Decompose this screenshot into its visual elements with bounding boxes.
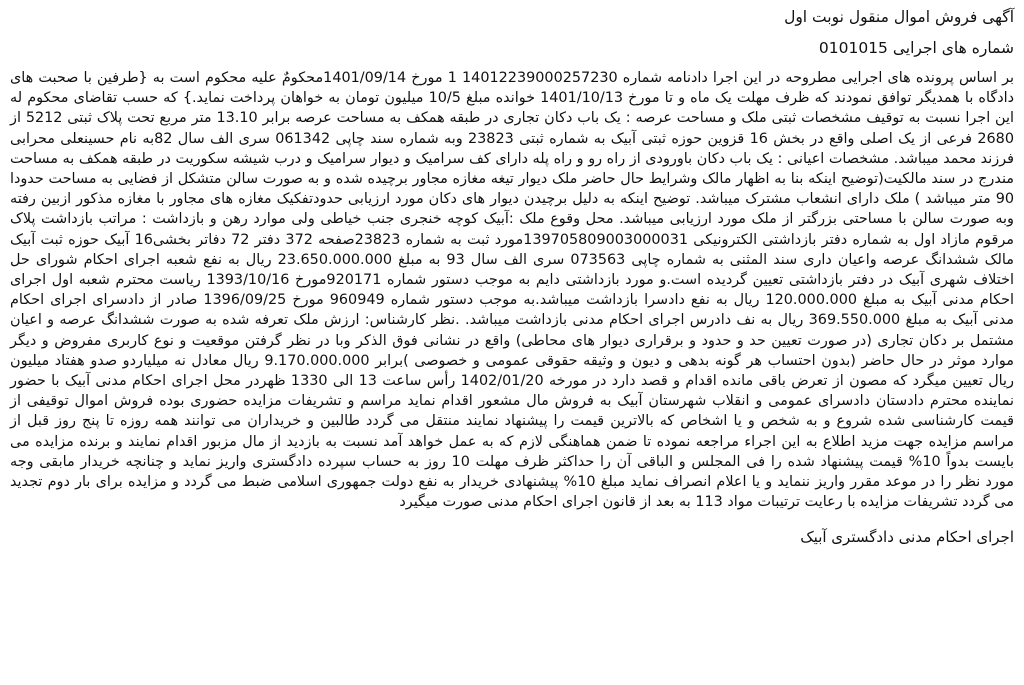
notice-title: آگهی فروش اموال منقول نوبت اول — [784, 8, 1014, 26]
execution-reference-number: شماره های اجرایی 0101015 — [818, 39, 1014, 57]
issuing-authority: اجرای احکام مدنی دادگستری آبیک — [800, 528, 1014, 547]
notice-body-text: بر اساس پرونده های اجرایی مطروحه در این اجرا دادنامه شماره 14012239000257230 1 مورخ 1401/09/14محکومٌ علیه محکوم است به {طرفین با صحبت های دادگاه با همدیگر توافق نمودند که ظرف مهلت یک ماه و تا مورخ 1401/10/13 خوانده مبلغ 10/5 میلیون تومان به خواهان پرداخت نماید.} که حسب تقاضای محکوم له این اجرا نسبت به توقیف مشخصات ثبتی ملک و مساحت عرصه : یک باب دکان تجاری در طبقه همکف به مساحت عرصه برابر 13.10 متر مربع تحت پلاک ثبتی 5212 از 2680 فرعی از یک اصلی واقع در بخش 16 قزوین حوزه ثبتی آبیک به شماره ثبتی 23823 وبه شماره سند چاپی 061342 سری الف سال 82به نام حسینعلی محرابی فرزند محمد میباشد. مشخصات اعیانی : یک باب دکان باورودی از راه رو و راه پله دارای کف سرامیک و دیوار سرامیک و درب شیشه سکوریت در طبقه همکف به مساحت مندرج در سند مالکیت(توضیح اینکه بنا به اظهار مالک وشرایط حال حاضر ملک دیوار تیغه مغازه مجاور برچیده شده و به صورت سالن متشکل از فضایی به مساحت حدودا 90 متر میباشد ) ملک دارای انشعاب مشترک میباشد. توضیح اینکه به دلیل برچیدن دیوار های دکان مورد ارزیابی حدودتفکیک مغازه های مجاور با مغازه مذکور ازبین رفته وبه صورت سالن با مساحتی بزرگتر از ملک مورد ارزیابی میباشد. محل وقوع ملک :آبیک کوچه خنجری جنب خیاطی ولی موارد رهن و بازداشت : مراتب بازداشت پلاک مرقوم مازاد اول به شماره دفتر بازداشتی الکترونیکی 139705809003000031مورد ثبت به شماره 23823صفحه 372 دفتر 72 دفاتر بخشی16 آبیک حوزه ثبت آبیک مالک ششدانگ عرصه واعیان داری سند المثنی به شماره چاپی 073563 سری الف سال 93 به مبلغ 23.650.000.000 ریال به نفع شعبه اجرای احکام شورای حل اختلاف شهری آبیک در دفتر بازداشتی تعیین گردیده است.و مورد بازداشتی دایم به موجب دستور شماره 920171مورخ 1393/10/16 ریاست محترم شعبه اول اجرای احکام مدنی آبیک به مبلغ 120.000.000 ریال به نفع دادسرا بازداشت میباشد.به موجب دستور شماره 960949 مورخ 1396/09/25 صادر از دادسرای اجرای احکام مدنی آبیک به مبلغ 369.550.000 ریال به نف دادرس اجرای احکام مدنی بازداشت میباشد. .نظر کارشناس: ارزش ملک تعرفه شده به صورت ششدانگ عرصه و اعیان مشتمل بر دکان تجاری (در صورت تعیین حد و حدود و برقراری دیوار های محاطی) واقع در نشانی فوق الذکر وبا در نظر گرفتن موقعیت و نوع کاربری مفروض و دیگر موارد موثر در حال حاضر (بدون احتساب هر گونه بدهی و دیون و وثیقه حقوقی عمومی و خصوصی )برابر 9.170.000.000 ریال معادل نه میلیاردو صدو هفتاد میلیون ریال تعیین میگرد که مصون از تعرض باقی مانده اقدام و قصد دارد در مورخه 1402/01/20 رأس ساعت 13 الی 1330 ظهردر محل اجرای احکام مدنی آبیک با حضور نماینده محترم دادستان دادسرای عمومی و انقلاب شهرستان آبیک به فروش مال مشعور اقدام نماید مراسم و تشریفات مزایده حضوری بوده فروش اموال توقیفی از قیمت کارشناسی شده شروع و به شخص و یا اشخاص که بالاترین قیمت را پیشنهاد نمایند منتقل می گردد طالبین و خریداران می توانند همه روزه تا پنج روز قبل از مراسم مزایده جهت مزید اطلاع به این اجراء مراجعه نموده تا ضمن هماهنگی لازم که به عمل خواهد آمد نسبت به بازدید از مال مزبور اقدام نمایند و برنده مزایده می بایست بدواً 10% قیمت پیشنهاد شده را فی المجلس و الباقی آن را حداکثر ظرف مهلت 10 روز به حساب سپرده دادگستری واریز نماید و چنانچه خریدار مابقی وجه مورد نظر را در موعد مقرر واریز ننماید و یا اعلام انصراف نماید مبلغ 10% پیشنهادی خریدار به نفع دولت جمهوری اسلامی ضبط می گردد و مزایده برای بار دوم تجدید می گردد تشریفات مزایده با رعایت ترتیبات مواد 113 به بعد از قانون اجرای احکام مدنی صورت میگیرد — [10, 70, 1015, 511]
